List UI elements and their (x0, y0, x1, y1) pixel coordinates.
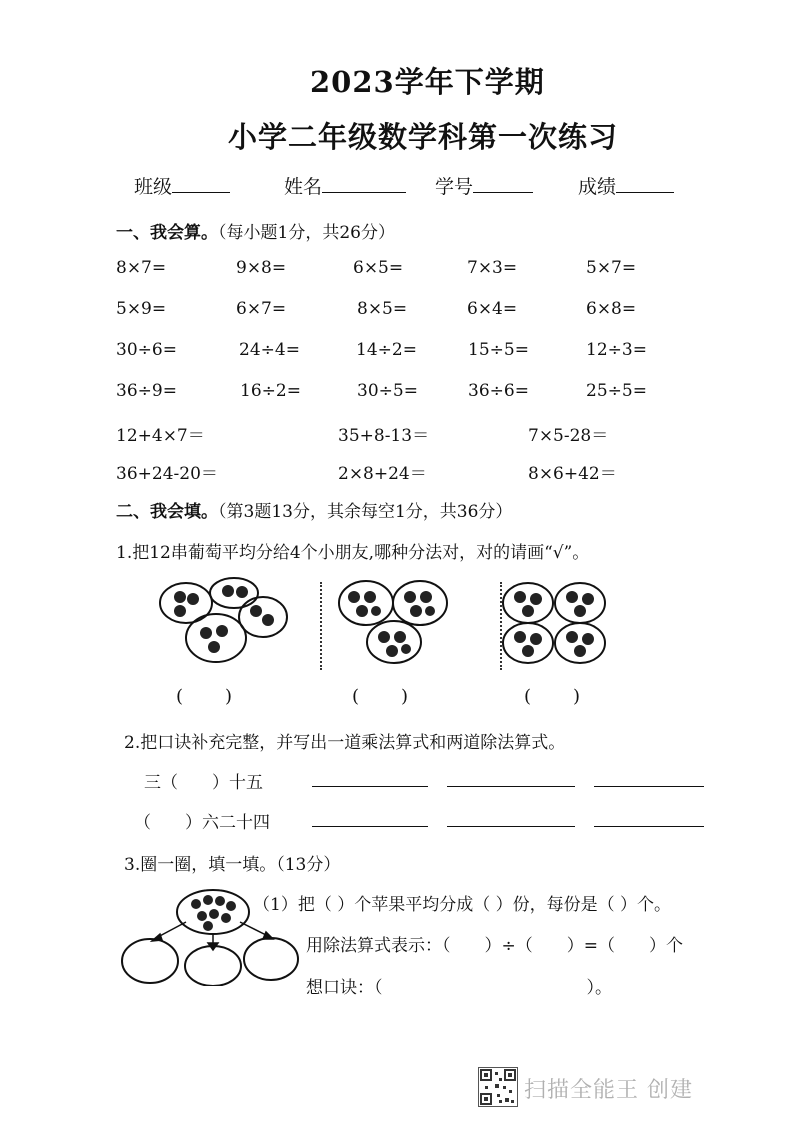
calc-item: 5×7= (586, 258, 637, 278)
calc-item: 6×5= (353, 258, 404, 278)
field-name (284, 172, 406, 199)
calc-item: 15÷5= (468, 340, 529, 360)
field-class (134, 172, 230, 199)
field-class-line[interactable] (172, 174, 230, 193)
q2-answer-line[interactable] (594, 826, 704, 827)
q3-rhyme: 想口诀：（ ）。 (306, 978, 612, 998)
calc-item: 36÷9= (116, 381, 177, 401)
field-score-line[interactable] (616, 174, 674, 193)
calc-item: 8×6+42＝ (528, 464, 617, 484)
calc-item: 30÷5= (357, 381, 418, 401)
field-name-line[interactable] (322, 174, 406, 193)
calc-item: 12÷3= (586, 340, 647, 360)
option-divider (320, 582, 322, 670)
q2-answer-line[interactable] (312, 826, 428, 827)
calc-item: 7×3= (467, 258, 518, 278)
section2-heading (116, 497, 512, 522)
field-student-id-label: 学号 (435, 176, 474, 198)
q3-division: 用除法算式表示：（ ）÷（ ）=（ ）个 (306, 936, 683, 956)
field-class-label: 班级 (134, 176, 173, 198)
q2-rhyme-row2: （ ）六二十四 (134, 813, 270, 833)
calc-item: 14÷2= (356, 340, 417, 360)
calc-item: 36÷6= (468, 381, 529, 401)
calc-item: 5×9= (116, 299, 167, 319)
calc-item: 12+4×7＝ (116, 426, 205, 446)
calc-item: 35+8-13＝ (338, 426, 430, 446)
apple-icon (191, 895, 236, 931)
calc-item: 30÷6= (116, 340, 177, 360)
title-term: 2023学年下学期 (310, 65, 545, 99)
q2-answer-line[interactable] (312, 786, 428, 787)
calc-item: 16÷2= (240, 381, 301, 401)
calc-item: 8×7= (116, 258, 167, 278)
qr-code-icon (478, 1067, 518, 1107)
field-name-label: 姓名 (284, 176, 323, 198)
field-student-id (435, 172, 533, 199)
field-score (578, 172, 674, 199)
q2-answer-line[interactable] (594, 786, 704, 787)
section2-title: 二、我会填。 (116, 502, 218, 522)
empty-circle[interactable] (244, 938, 298, 980)
option-divider (500, 582, 502, 670)
empty-circle[interactable] (122, 939, 178, 983)
q2-text: 2.把口诀补充完整，并写出一道乘法算式和两道除法算式。 (124, 733, 566, 753)
calc-item: 7×5-28＝ (528, 426, 609, 446)
calc-item: 6×4= (467, 299, 518, 319)
calc-item: 2×8+24＝ (338, 464, 427, 484)
q1-answer-a[interactable]: ( ) (176, 686, 235, 707)
section1-note: （每小题1分，共26分） (218, 223, 395, 243)
q3-part1: （1）把（ ）个苹果平均分成（ ）份，每份是（ ）个。 (253, 895, 672, 915)
q1-figure (150, 575, 620, 670)
section1-title: 一、我会算。 (116, 223, 218, 243)
calc-item: 6×7= (236, 299, 287, 319)
title-exam: 小学二年级数学科第一次练习 (228, 120, 619, 154)
q2-answer-line[interactable] (447, 826, 575, 827)
q1-answer-b[interactable]: ( ) (352, 686, 411, 707)
q3-text: 3.圈一圈，填一填。（13分） (124, 855, 341, 875)
calc-item: 25÷5= (586, 381, 647, 401)
watermark-text: 扫描全能王 创建 (524, 1078, 693, 1103)
section1-heading (116, 218, 395, 243)
field-score-label: 成绩 (578, 176, 617, 198)
section2-note: （第3题13分，其余每空1分，共36分） (218, 502, 513, 522)
empty-circle[interactable] (185, 946, 241, 986)
q2-answer-line[interactable] (447, 786, 575, 787)
q2-rhyme-row1: 三（ ）十五 (144, 773, 263, 793)
calc-item: 8×5= (357, 299, 408, 319)
field-student-id-line[interactable] (473, 174, 533, 193)
calc-item: 9×8= (236, 258, 287, 278)
calc-item: 24÷4= (239, 340, 300, 360)
calc-item: 6×8= (586, 299, 637, 319)
q1-answer-c[interactable]: ( ) (524, 686, 583, 707)
calc-item: 36+24-20＝ (116, 464, 218, 484)
q1-text: 1.把12串葡萄平均分给4个小朋友,哪种分法对，对的请画“√”。 (116, 543, 590, 563)
